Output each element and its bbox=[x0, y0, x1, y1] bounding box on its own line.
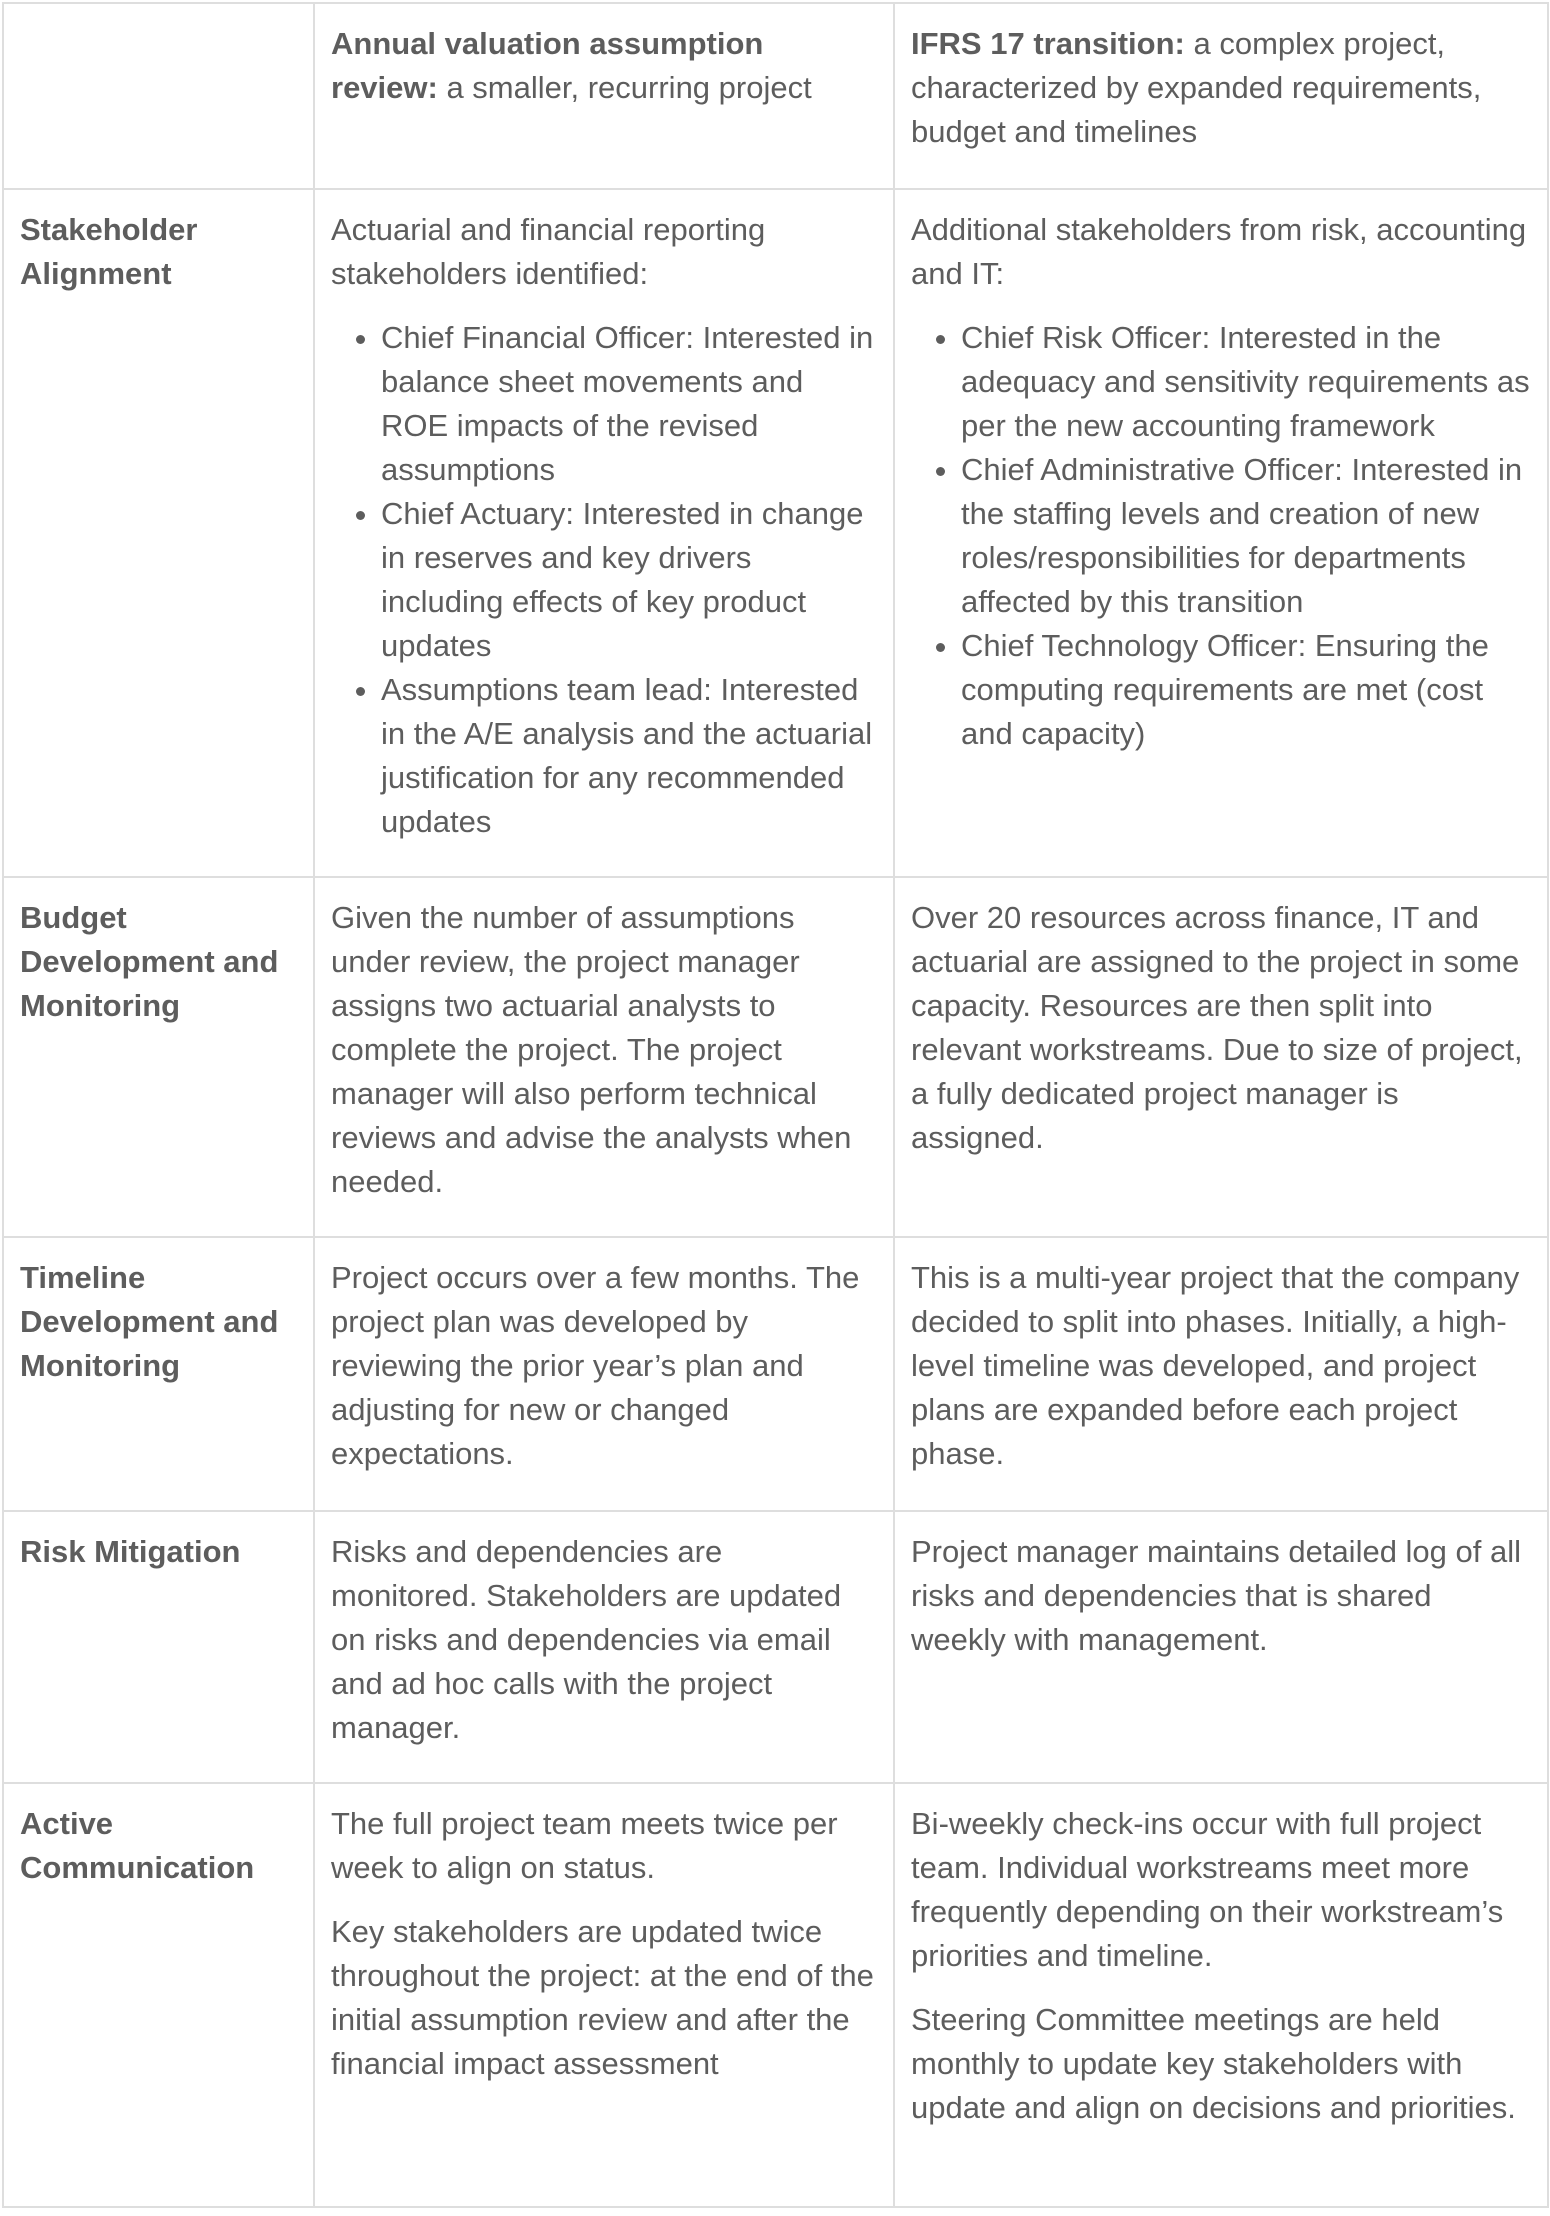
comparison-table-wrapper bbox=[2, 2, 1547, 2208]
row-label-risk: Risk Mitigation bbox=[3, 1511, 314, 1783]
header-empty-cell bbox=[3, 3, 314, 189]
list-item: • Chief Financial Officer: Interested in balance sheet movements and ROE impacts of the revised assumptions bbox=[381, 316, 877, 492]
list-item: • Chief Risk Officer: Interested in the adequacy and sensitivity requirements as per the new accounting framework bbox=[961, 316, 1531, 448]
budget-ifrs-cell: Over 20 resources across finance, IT and actuarial are assigned to the project in some capacity. Resources are then split into relevant workstreams. Due to size of project, a fully dedicated project manager is assigned. bbox=[894, 877, 1548, 1237]
timeline-annual-cell: Project occurs over a few months. The project plan was developed by reviewing the prior year’s plan and adjusting for new or changed expectations. bbox=[314, 1237, 894, 1511]
table-row-budget bbox=[3, 877, 1548, 1237]
communication-ifrs-p1: Bi-weekly check-ins occur with full project team. Individual workstreams meet more frequently depending on their workstream’s priorities and timeline. bbox=[911, 1806, 1504, 1973]
communication-annual-cell bbox=[314, 1783, 894, 2207]
row-label-budget: Budget Development and Monitoring bbox=[3, 877, 314, 1237]
stakeholder-ifrs-list bbox=[911, 316, 1531, 756]
row-label-communication: Active Communication bbox=[3, 1783, 314, 2207]
table-row-risk bbox=[3, 1511, 1548, 1783]
header-annual-desc: a smaller, recurring project bbox=[437, 70, 812, 105]
communication-ifrs-p2: Steering Committee meetings are held monthly to update key stakeholders with update and align on decisions and priorities. bbox=[911, 2002, 1516, 2125]
list-item: • Chief Actuary: Interested in change in reserves and key drivers including effects of key product updates bbox=[381, 492, 877, 668]
risk-ifrs-cell: Project manager maintains detailed log of all risks and dependencies that is shared weekly with management. bbox=[894, 1511, 1548, 1783]
row-label-stakeholder: Stakeholder Alignment bbox=[3, 189, 314, 877]
header-ifrs-desc: a complex project, characterized by expanded requirements, budget and timelines bbox=[911, 26, 1482, 149]
header-ifrs-title: IFRS 17 transition: bbox=[911, 26, 1185, 61]
budget-annual-cell: Given the number of assumptions under review, the project manager assigns two actuarial analysts to complete the project. The project manager will also perform technical reviews and advise the analysts when needed. bbox=[314, 877, 894, 1237]
list-item: • Chief Administrative Officer: Interested in the staffing levels and creation of new roles/responsibilities for departments affected by this transition bbox=[961, 448, 1531, 624]
row-label-timeline: Timeline Development and Monitoring bbox=[3, 1237, 314, 1511]
communication-annual-p2: Key stakeholders are updated twice throughout the project: at the end of the initial assumption review and after the financial impact assessment bbox=[331, 1914, 874, 2081]
stakeholder-ifrs-intro: Additional stakeholders from risk, accounting and IT: bbox=[911, 212, 1527, 291]
header-annual-title: Annual valuation assumption review: bbox=[331, 26, 764, 105]
table-row-communication bbox=[3, 1783, 1548, 2207]
stakeholder-annual-cell bbox=[314, 189, 894, 877]
communication-ifrs-cell bbox=[894, 1783, 1548, 2207]
list-item: • Chief Technology Officer: Ensuring the computing requirements are met (cost and capacity) bbox=[961, 624, 1531, 756]
risk-annual-cell: Risks and dependencies are monitored. Stakeholders are updated on risks and dependencies via email and ad hoc calls with the project manager. bbox=[314, 1511, 894, 1783]
header-ifrs-cell bbox=[894, 3, 1548, 189]
comparison-table bbox=[2, 2, 1549, 2208]
table-row-stakeholder bbox=[3, 189, 1548, 877]
stakeholder-annual-list bbox=[331, 316, 877, 844]
table-row-timeline bbox=[3, 1237, 1548, 1511]
stakeholder-ifrs-cell bbox=[894, 189, 1548, 877]
timeline-ifrs-cell: This is a multi-year project that the company decided to split into phases. Initially, a high-level timeline was developed, and project plans are expanded before each project phase. bbox=[894, 1237, 1548, 1511]
header-row bbox=[3, 3, 1548, 189]
list-item: • Assumptions team lead: Interested in the A/E analysis and the actuarial justification for any recommended updates bbox=[381, 668, 877, 844]
header-annual-cell bbox=[314, 3, 894, 189]
communication-annual-p1: The full project team meets twice per week to align on status. bbox=[331, 1806, 838, 1885]
stakeholder-annual-intro: Actuarial and financial reporting stakeholders identified: bbox=[331, 212, 766, 291]
